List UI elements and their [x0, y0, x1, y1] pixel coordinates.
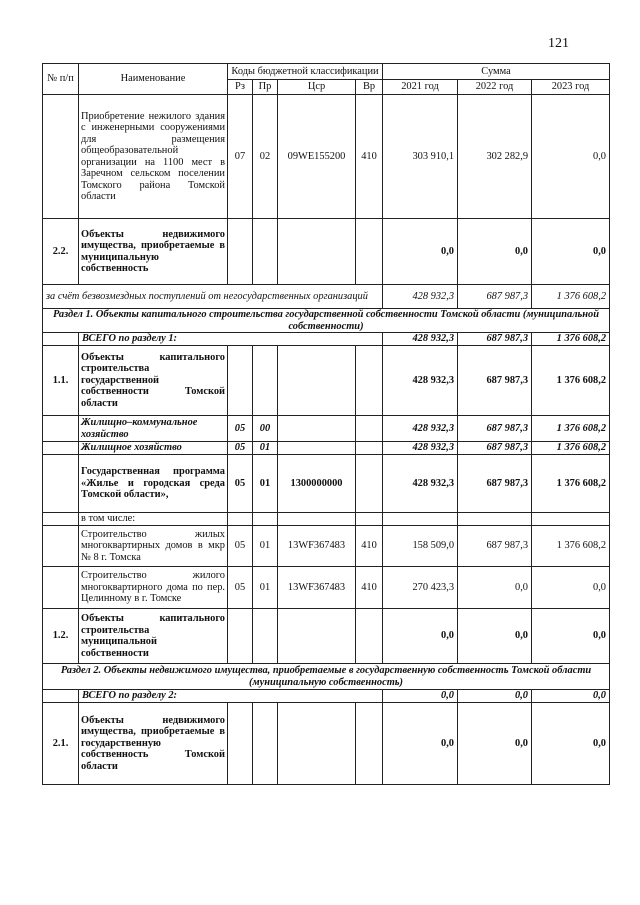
row-2021: 428 932,3 [383, 442, 458, 455]
row-2023: 0,0 [532, 690, 610, 703]
col-2023-header: 2023 год [532, 79, 610, 95]
row-name: Приобретение нежилого здания с инженерными сооружениями для размещения общеобразовательной организации на 1100 мест в Заречном сельском поселении Томского района Томской области [79, 95, 228, 219]
row-2021: 158 509,0 [383, 526, 458, 567]
row-csr: 09WE155200 [278, 95, 356, 219]
row-vr: 410 [356, 526, 383, 567]
row-name: Объекты капитального строительства государственной собственности Томской области [79, 346, 228, 416]
row-name: Строительство жилых многоквартирных домов в мкр № 8 г. Томска [79, 526, 228, 567]
row-vr: 410 [356, 95, 383, 219]
row-rz: 05 [228, 442, 253, 455]
row-2022: 687 987,3 [458, 333, 532, 346]
row-2022: 0,0 [458, 690, 532, 703]
row-rz: 05 [228, 416, 253, 442]
row-csr: 13WF367483 [278, 526, 356, 567]
row-2022: 302 282,9 [458, 95, 532, 219]
row-name: Объекты недвижимого имущества, приобретаемые в государственную собственность Томской области [79, 703, 228, 785]
row-name: Объекты капитального строительства муниципальной собственности [79, 609, 228, 664]
section-title: Раздел 1. Объекты капитального строительства государственной собственности Томской области (муниципальной собственности) [43, 309, 610, 333]
table-row [43, 567, 610, 609]
row-2022: 687 987,3 [458, 416, 532, 442]
table-row [43, 455, 610, 513]
table-row [43, 703, 610, 785]
row-2023: 1 376 608,2 [532, 416, 610, 442]
table-row [43, 526, 610, 567]
row-name: Государственная программа «Жилье и городская среда Томской области», [79, 455, 228, 513]
row-2023: 0,0 [532, 95, 610, 219]
col-2021-header: 2021 год [383, 79, 458, 95]
row-2021: 428 932,3 [383, 455, 458, 513]
section-row [43, 664, 610, 690]
row-2023: 0,0 [532, 703, 610, 785]
table-row [43, 513, 610, 526]
row-2021: 428 932,3 [383, 285, 458, 309]
col-sum-header: Сумма [383, 64, 610, 80]
row-2022: 687 987,3 [458, 442, 532, 455]
row-pr: 00 [253, 416, 278, 442]
row-2021: 0,0 [383, 690, 458, 703]
col-num-header: № п/п [43, 64, 79, 95]
table-row [43, 333, 610, 346]
row-pr: 01 [253, 526, 278, 567]
col-rz-header: Рз [228, 79, 253, 95]
col-codes-header: Коды бюджетной классификации [228, 64, 383, 80]
row-2023: 1 376 608,2 [532, 455, 610, 513]
row-rz: 07 [228, 95, 253, 219]
row-2021: 0,0 [383, 609, 458, 664]
row-num: 2.2. [43, 219, 79, 285]
row-2021: 303 910,1 [383, 95, 458, 219]
row-2021: 428 932,3 [383, 416, 458, 442]
page-number: 121 [548, 36, 569, 51]
budget-table [42, 63, 610, 785]
row-2023: 1 376 608,2 [532, 346, 610, 416]
table-row [43, 219, 610, 285]
row-name: ВСЕГО по разделу 2: [79, 690, 383, 703]
row-2021: 428 932,3 [383, 346, 458, 416]
table-row [43, 690, 610, 703]
row-2022: 0,0 [458, 567, 532, 609]
row-2023: 1 376 608,2 [532, 333, 610, 346]
row-pr: 01 [253, 567, 278, 609]
row-name: за счёт безвозмездных поступлений от негосударственных организаций [43, 285, 383, 309]
row-2023: 1 376 608,2 [532, 526, 610, 567]
row-csr: 13WF367483 [278, 567, 356, 609]
row-2022: 687 987,3 [458, 285, 532, 309]
table-header-row [43, 64, 610, 80]
row-pr: 01 [253, 455, 278, 513]
row-pr: 01 [253, 442, 278, 455]
col-vr-header: Вр [356, 79, 383, 95]
section-title: Раздел 2. Объекты недвижимого имущества, приобретаемые в государственную собственность Томской области (муниципальную собственность) [43, 664, 610, 690]
row-rz: 05 [228, 567, 253, 609]
row-2021: 0,0 [383, 219, 458, 285]
row-vr: 410 [356, 567, 383, 609]
row-2022: 0,0 [458, 219, 532, 285]
row-2023: 0,0 [532, 219, 610, 285]
row-csr: 1300000000 [278, 455, 356, 513]
row-pr: 02 [253, 95, 278, 219]
row-name: Жилищно–коммунальное хозяйство [79, 416, 228, 442]
table-row [43, 346, 610, 416]
col-2022-header: 2022 год [458, 79, 532, 95]
row-num: 2.1. [43, 703, 79, 785]
row-rz: 05 [228, 526, 253, 567]
row-2023: 0,0 [532, 609, 610, 664]
section-row [43, 309, 610, 333]
row-name: Объекты недвижимого имущества, приобретаемые в муниципальную собственность [79, 219, 228, 285]
row-2023: 1 376 608,2 [532, 285, 610, 309]
col-pr-header: Пр [253, 79, 278, 95]
row-2023: 1 376 608,2 [532, 442, 610, 455]
table-row [43, 609, 610, 664]
row-rz: 05 [228, 455, 253, 513]
row-2023: 0,0 [532, 567, 610, 609]
row-num: 1.1. [43, 346, 79, 416]
row-name: Жилищное хозяйство [79, 442, 228, 455]
row-num: 1.2. [43, 609, 79, 664]
row-2021: 0,0 [383, 703, 458, 785]
table-row [43, 285, 610, 309]
row-num [43, 95, 79, 219]
row-2022: 687 987,3 [458, 526, 532, 567]
row-name: ВСЕГО по разделу 1: [79, 333, 383, 346]
row-2022: 0,0 [458, 609, 532, 664]
row-2022: 687 987,3 [458, 455, 532, 513]
table-row [43, 416, 610, 442]
row-2021: 270 423,3 [383, 567, 458, 609]
col-name-header: Наименование [79, 64, 228, 95]
table-row [43, 95, 610, 219]
row-name: в том числе: [79, 513, 228, 526]
row-2022: 0,0 [458, 703, 532, 785]
row-name: Строительство жилого многоквартирного дома по пер. Целинному в г. Томске [79, 567, 228, 609]
row-2021: 428 932,3 [383, 333, 458, 346]
row-2022: 687 987,3 [458, 346, 532, 416]
col-csr-header: Цср [278, 79, 356, 95]
table-row [43, 442, 610, 455]
